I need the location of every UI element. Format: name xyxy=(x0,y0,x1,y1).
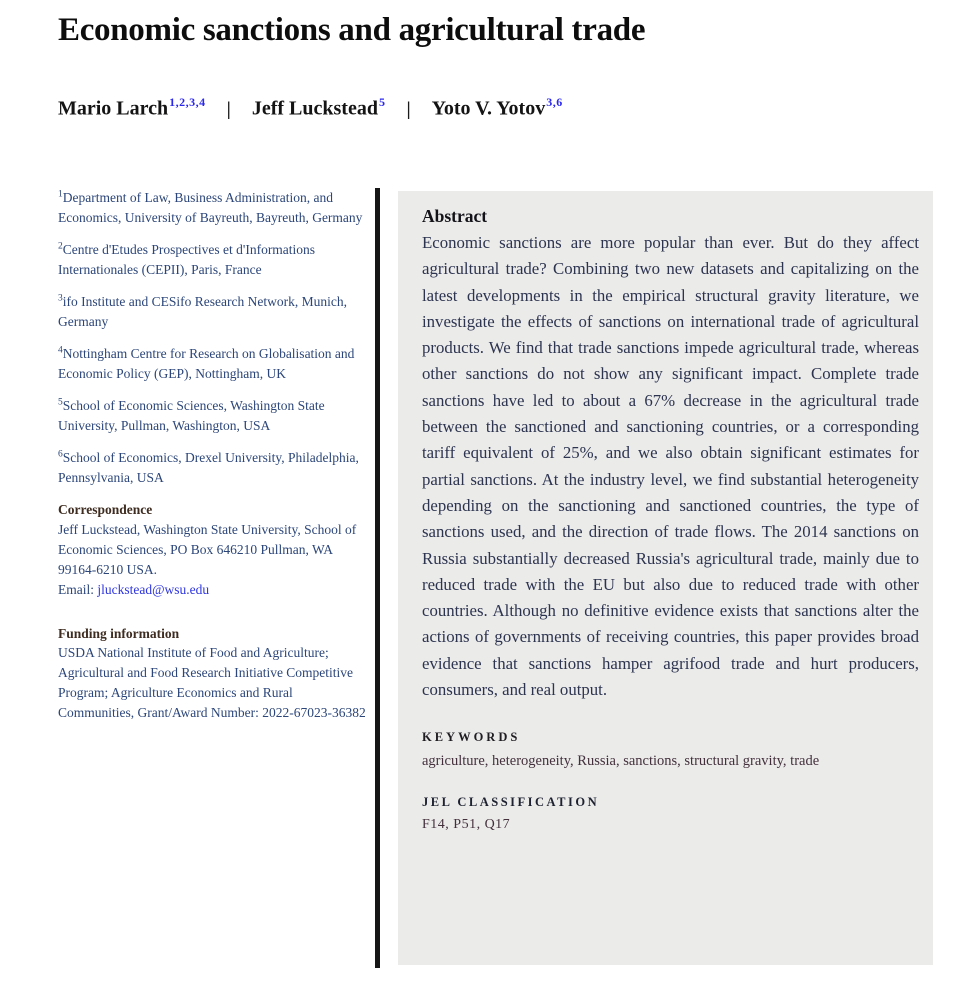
abstract-text: Economic sanctions are more popular than ever. But do they affect agricultural trade? Combining two new datasets and capitalizing on the latest developments in the empirical structural gravity literature, we investigate the effects of sanctions on international trade of agricultural products. We find that trade sanctions impede agricultural trade, whereas other sanctions do not show any significant impact. Complete trade sanctions have led to about a 67% decrease in the agricultural trade between the sanctioned and sanctioning countries, or a corresponding tariff equivalent of 25%, and we also obtain significant estimates for partial sanctions. At the industry level, we find substantial heterogeneity depending on the sanctioning and sanctioned countries, the type of sanctions used, and the direction of trade flows. The 2014 sanctions on Russia substantially decreased Russia's agricultural trade, mainly due to reduced trade with the EU but also due to reduced trade with other countries. Although no definitive evidence exists that sanctions alter the actions of governments of receiving countries, this paper provides broad evidence that sanctions hamper agrifood trade and hurt producers, consumers, and real output. xyxy=(422,233,919,700)
affiliation-5-sup: 5 xyxy=(58,397,63,408)
jel-classification-text: F14, P51, Q17 xyxy=(422,817,511,833)
author-1 xyxy=(58,96,206,121)
author-1-affiliation-sup: 1,2,3,4 xyxy=(169,95,206,109)
correspondence-text: Jeff Luckstead, Washington State University, School of Economic Sciences, PO Box 646210 Pullman, WA 99164-6210 USA. xyxy=(58,521,357,577)
author-2-name: Jeff Luckstead xyxy=(251,97,378,120)
author-info-column xyxy=(58,188,366,723)
affiliation-6 xyxy=(58,448,366,487)
keywords-heading: KEYWORDS xyxy=(422,730,521,745)
correspondence-heading: Correspondence xyxy=(58,502,153,517)
affiliation-1 xyxy=(58,188,366,227)
affiliation-6-sup: 6 xyxy=(58,449,63,460)
affiliation-3-text: ifo Institute and CESifo Research Network, Munich, Germany xyxy=(58,294,347,329)
abstract-heading: Abstract xyxy=(422,206,488,226)
affiliation-4-sup: 4 xyxy=(58,345,63,356)
correspondence-body xyxy=(58,520,366,600)
affiliation-3-sup: 3 xyxy=(58,293,63,304)
author-3 xyxy=(432,96,563,121)
affiliation-2 xyxy=(58,240,366,279)
author-1-name: Mario Larch xyxy=(58,97,169,120)
funding-text: USDA National Institute of Food and Agriculture; Agricultural and Food Research Initiative Competitive Program; Agriculture Economics and Rural Communities, Grant/Award Number: 2022-67023-36382 xyxy=(58,645,366,720)
affiliation-2-sup: 2 xyxy=(58,241,63,252)
affiliation-6-text: School of Economics, Drexel University, Philadelphia, Pennsylvania, USA xyxy=(58,450,359,485)
vertical-divider-rule xyxy=(375,188,380,968)
affiliation-1-text: Department of Law, Business Administration, and Economics, University of Bayreuth, Bayreuth, Germany xyxy=(58,190,363,225)
correspondence-email-line xyxy=(58,580,366,600)
funding-heading: Funding information xyxy=(58,625,180,641)
abstract-panel xyxy=(398,191,933,965)
affiliation-5-text: School of Economic Sciences, Washington State University, Pullman, Washington, USA xyxy=(58,398,325,433)
author-2-affiliation-sup: 5 xyxy=(378,95,386,109)
author-separator: | xyxy=(406,98,411,120)
keywords-text: agriculture, heterogeneity, Russia, sanctions, structural gravity, trade xyxy=(422,753,820,770)
affiliation-3 xyxy=(58,292,366,331)
affiliation-4 xyxy=(58,344,366,383)
affiliation-5 xyxy=(58,396,366,435)
author-3-affiliation-sup: 3,6 xyxy=(546,95,563,109)
correspondence-section xyxy=(58,500,366,600)
page-title: Economic sanctions and agricultural trade xyxy=(58,12,646,48)
jel-classification-heading: JEL CLASSIFICATION xyxy=(422,795,600,810)
affiliation-2-text: Centre d'Etudes Prospectives et d'Informations Internationales (CEPII), Paris, France xyxy=(58,242,316,277)
affiliation-4-text: Nottingham Centre for Research on Globalisation and Economic Policy (GEP), Nottingham, UK xyxy=(58,346,355,381)
email-link[interactable]: jluckstead@wsu.edu xyxy=(97,581,210,597)
funding-section xyxy=(58,624,366,724)
affiliation-1-sup: 1 xyxy=(58,189,63,200)
author-3-name: Yoto V. Yotov xyxy=(431,97,546,120)
author-separator: | xyxy=(226,98,231,120)
email-label: Email: xyxy=(58,581,98,597)
author-line xyxy=(58,96,563,121)
author-2 xyxy=(252,96,386,121)
